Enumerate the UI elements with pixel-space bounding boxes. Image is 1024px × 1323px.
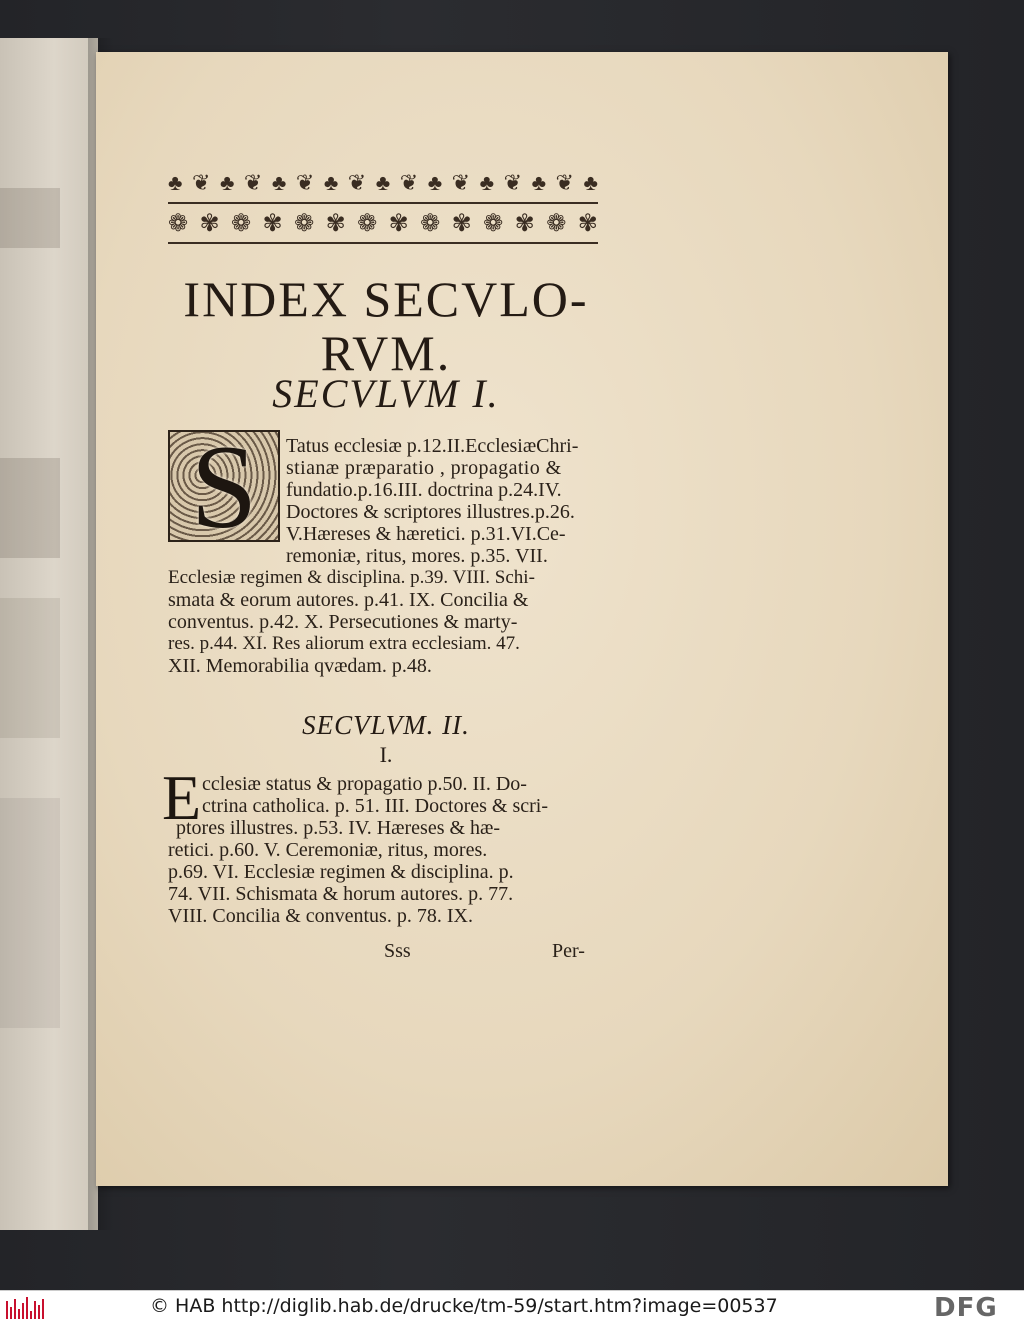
- book-page: [96, 52, 948, 1186]
- bleed-through-text: [0, 598, 60, 738]
- page-title: INDEX SECVLO-: [183, 271, 589, 327]
- facing-page: [0, 38, 98, 1230]
- text-line: XII. Memorabilia qvædam. p.48.: [168, 655, 432, 677]
- page-title-continued: RVM.: [320, 325, 452, 381]
- footer-bar: [0, 1290, 1024, 1323]
- text-line: remoniæ, ritus, mores. p.35. VII.: [286, 545, 548, 567]
- section-heading-seculum-2: SECVLVM. II.: [302, 710, 470, 740]
- section-number: I.: [379, 742, 393, 767]
- signature-mark: Sss: [384, 940, 411, 962]
- text-line: stianæ præparatio , propagatio &: [286, 457, 562, 479]
- text-line: ctrina catholica. p. 51. III. Doctores & scri-: [202, 795, 548, 817]
- section-heading-seculum-1: SECVLVM I.: [272, 371, 500, 416]
- headpiece-ornament-row: ♣ ❦ ♣ ❦ ♣ ❦ ♣ ❦ ♣ ❦ ♣ ❦ ♣ ❦ ♣ ❦ ♣: [168, 170, 598, 195]
- hab-logo-icon: [6, 1297, 48, 1319]
- text-line: cclesiæ status & propagatio p.50. II. Do-: [202, 773, 527, 795]
- text-line: Ecclesiæ regimen & disciplina. p.39. VIII. Schi-: [168, 567, 535, 588]
- text-line: ptores illustres. p.53. IV. Hæreses & hæ-: [176, 817, 501, 839]
- text-line: conventus. p.42. X. Persecutiones & marty-: [168, 611, 518, 633]
- source-url-link[interactable]: © HAB http://diglib.hab.de/drucke/tm-59/start.htm?image=00537: [150, 1295, 778, 1317]
- bleed-through-ornament: [0, 188, 60, 248]
- initial-letter: E: [162, 762, 202, 833]
- text-line: V.Hæreses & hæretici. p.31.VI.Ce-: [286, 523, 566, 545]
- headpiece-rule: [168, 242, 598, 244]
- text-line: VIII. Concilia & conventus. p. 78. IX.: [168, 905, 473, 927]
- bleed-through-initial: [0, 458, 60, 558]
- text-line: Doctores & scriptores illustres.p.26.: [286, 501, 575, 523]
- text-line: smata & eorum autores. p.41. IX. Concilia &: [168, 589, 529, 611]
- decorated-initial: [168, 420, 280, 553]
- headpiece-ornament-row: ❁ ✾ ❁ ✾ ❁ ✾ ❁ ✾ ❁ ✾ ❁ ✾ ❁ ✾: [168, 211, 598, 237]
- text-line: p.69. VI. Ecclesiæ regimen & disciplina. p.: [168, 861, 514, 883]
- bleed-through-text: [0, 798, 60, 1028]
- text-line: res. p.44. XI. Res aliorum extra ecclesiam. 47.: [168, 633, 520, 654]
- initial-letter: S: [190, 420, 258, 553]
- headpiece-rule: [168, 202, 598, 204]
- dfg-logo: DFG: [934, 1293, 998, 1323]
- text-line: 74. VII. Schismata & horum autores. p. 77.: [168, 883, 514, 905]
- text-line: retici. p.60. V. Ceremoniæ, ritus, mores.: [168, 839, 488, 861]
- catchword: Per-: [552, 940, 585, 962]
- text-line: Tatus ecclesiæ p.12.II.EcclesiæChri-: [286, 435, 579, 457]
- text-line: fundatio.p.16.III. doctrina p.24.IV.: [286, 479, 562, 501]
